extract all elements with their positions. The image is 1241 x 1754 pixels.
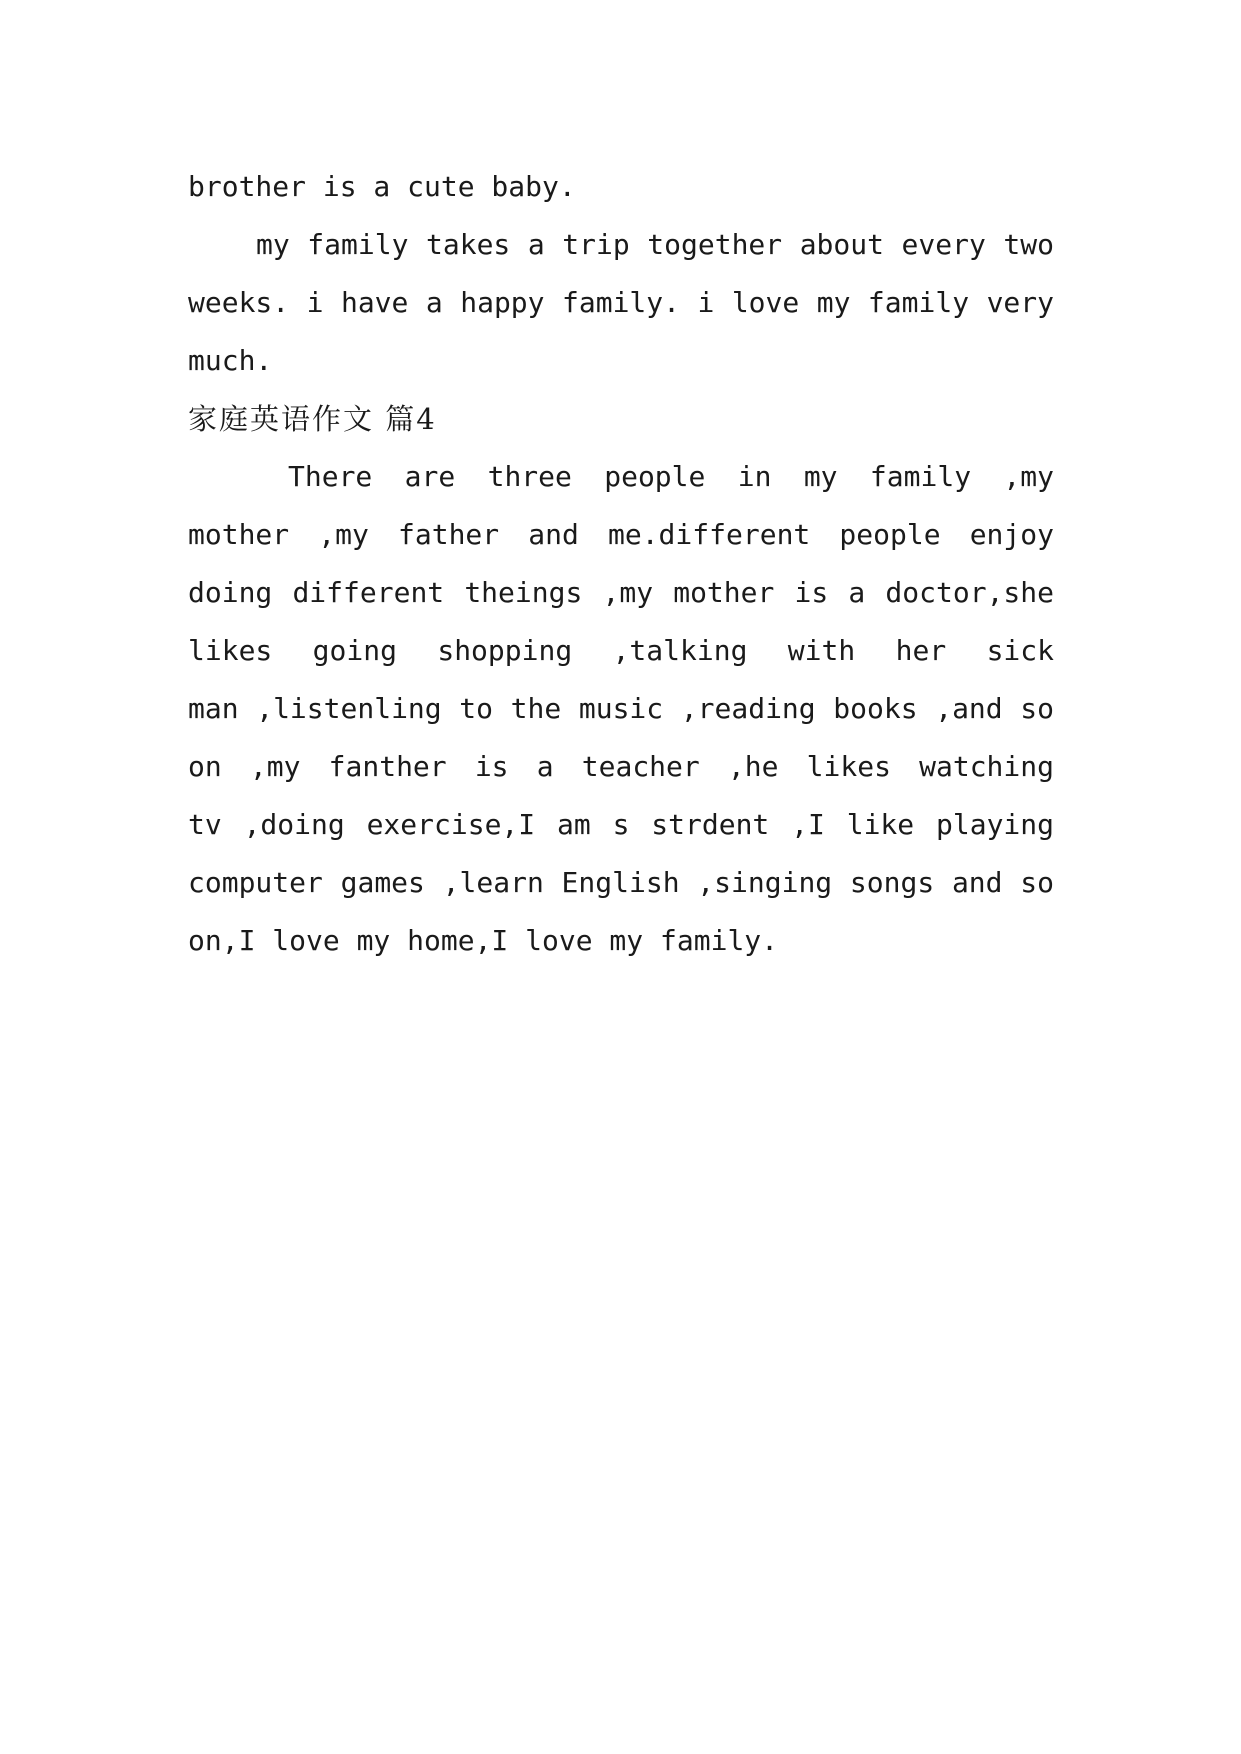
paragraph-line: my family takes a trip together about every two	[256, 228, 1054, 261]
paragraph-line: weeks. i have a happy family. i love my family very	[188, 286, 1054, 319]
paragraph-line: doing different theings ,my mother is a doctor,she	[188, 576, 1054, 609]
paragraph-line: man ,listenling to the music ,reading books ,and so	[188, 692, 1054, 725]
section-heading: 家庭英语作文 篇4	[188, 402, 437, 436]
document-body	[188, 158, 1054, 970]
paragraph-line: on,I love my home,I love my family.	[188, 924, 779, 957]
paragraph-line: much.	[188, 344, 273, 377]
paragraph-line: computer games ,learn English ,singing songs and so	[188, 866, 1054, 899]
paragraph-line: tv ,doing exercise,I am s strdent ,I like playing	[188, 808, 1054, 841]
paragraph-line: There are three people in my family ,my	[288, 460, 1054, 493]
paragraph-line: on ,my fanther is a teacher ,he likes watching	[188, 750, 1054, 783]
paragraph-line: likes going shopping ,talking with her sick	[188, 634, 1054, 667]
paragraph-line: mother ,my father and me.different people enjoy	[188, 518, 1054, 551]
paragraph-line: brother is a cute baby.	[188, 170, 576, 203]
